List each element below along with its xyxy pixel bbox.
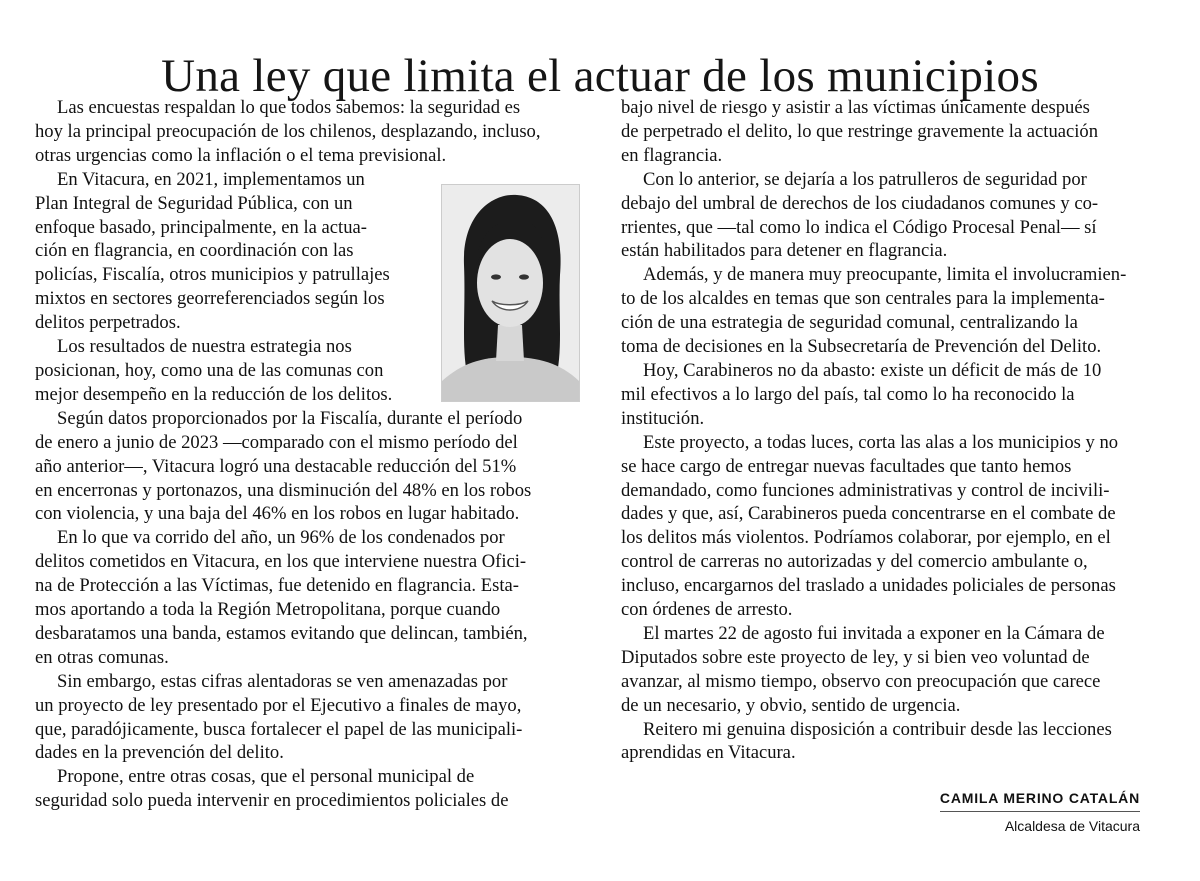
text-line: mejor desempeño en la reducción de los delitos.: [35, 383, 393, 405]
text-line: demandado, como funciones administrativas y control de incivili-: [621, 479, 1110, 501]
text-line: con órdenes de arresto.: [621, 599, 793, 621]
text-line: que, paradójicamente, busca fortalecer el papel de las municipali-: [35, 718, 523, 740]
text-line: delitos cometidos en Vitacura, en los que interviene nuestra Ofici-: [35, 551, 527, 573]
text-line: en encerronas y portonazos, una disminución del 48% en los robos: [35, 479, 532, 501]
text-line: con violencia, y una baja del 46% en los robos en lugar habitado.: [35, 503, 520, 525]
text-line: Propone, entre otras cosas, que el personal municipal de: [57, 766, 475, 788]
text-line: En Vitacura, en 2021, implementamos un: [57, 168, 365, 190]
author-name: CAMILA MERINO CATALÁN: [940, 790, 1140, 812]
text-line: de perpetrado el delito, lo que restringe gravemente la actuación: [621, 120, 1099, 142]
text-line: debajo del umbral de derechos de los ciudadanos comunes y co-: [621, 192, 1099, 214]
text-line: Este proyecto, a todas luces, corta las alas a los municipios y no: [643, 431, 1119, 453]
text-line: mos aportando a toda la Región Metropolitana, porque cuando: [35, 599, 501, 621]
author-title: Alcaldesa de Vitacura: [1004, 818, 1140, 834]
text-line: otras urgencias como la inflación o el tema previsional.: [35, 144, 447, 166]
author-portrait-icon: [442, 185, 579, 401]
text-line: En lo que va corrido del año, un 96% de los condenados por: [57, 527, 505, 549]
text-line: desbaratamos una banda, estamos evitando que delincan, también,: [35, 622, 528, 644]
text-line: enfoque basado, principalmente, en la actua-: [35, 216, 367, 238]
text-line: to de los alcaldes en temas que son centrales para la implementa-: [621, 288, 1105, 310]
text-line: en otras comunas.: [35, 646, 169, 668]
text-line: Según datos proporcionados por la Fiscalía, durante el período: [57, 407, 523, 429]
text-line: control de carreras no autorizadas y del comercio ambulante o,: [621, 551, 1088, 573]
text-line: año anterior—, Vitacura logró una destacable reducción del 51%: [35, 455, 517, 477]
text-line: Con lo anterior, se dejaría a los patrulleros de seguridad por: [643, 168, 1087, 190]
text-line: ción en flagrancia, en coordinación con las: [35, 240, 354, 262]
signature: [940, 790, 1140, 834]
text-line: de enero a junio de 2023 —comparado con el mismo período del: [35, 431, 518, 453]
text-line: hoy la principal preocupación de los chilenos, desplazando, incluso,: [35, 120, 541, 142]
text-line: El martes 22 de agosto fui invitada a exponer en la Cámara de: [643, 622, 1105, 644]
text-line: dades y que, así, Carabineros pueda concentrarse en el combate de: [621, 503, 1116, 525]
text-line: seguridad solo pueda intervenir en procedimientos policiales de: [35, 790, 509, 812]
text-line: aprendidas en Vitacura.: [621, 742, 796, 764]
text-line: rrientes, que —tal como lo indica el Código Procesal Penal— sí: [621, 216, 1097, 238]
text-line: Además, y de manera muy preocupante, limita el involucramien-: [643, 264, 1127, 286]
text-line: de un necesario, y obvio, sentido de urgencia.: [621, 694, 961, 716]
text-line: un proyecto de ley presentado por el Ejecutivo a finales de mayo,: [35, 694, 522, 716]
text-line: bajo nivel de riesgo y asistir a las víctimas únicamente después: [621, 97, 1090, 118]
text-line: en flagrancia.: [621, 144, 723, 166]
text-line: mil efectivos a lo largo del país, tal como lo ha reconocido la: [621, 383, 1075, 405]
headline: Una ley que limita el actuar de los municipios: [161, 50, 1039, 103]
author-photo: [441, 184, 580, 402]
text-line: se hace cargo de entregar nuevas facultades que tanto hemos: [621, 455, 1072, 477]
text-line: delitos perpetrados.: [35, 312, 181, 334]
text-line: Diputados sobre este proyecto de ley, y si bien veo voluntad de: [621, 646, 1090, 668]
text-line: posicionan, hoy, como una de las comunas con: [35, 359, 384, 381]
text-line: Reitero mi genuina disposición a contribuir desde las lecciones: [643, 718, 1112, 740]
text-line: dades en la prevención del delito.: [35, 742, 284, 764]
text-line: Sin embargo, estas cifras alentadoras se ven amenazadas por: [57, 670, 508, 692]
text-line: los delitos más violentos. Podríamos colaborar, por ejemplo, en el: [621, 527, 1111, 549]
text-line: institución.: [621, 407, 705, 429]
text-line: ción de una estrategia de seguridad comunal, centralizando la: [621, 312, 1078, 334]
text-line: mixtos en sectores georreferenciados según los: [35, 288, 385, 310]
right-column: [621, 96, 1144, 765]
text-line: Plan Integral de Seguridad Pública, con un: [35, 192, 353, 214]
text-line: policías, Fiscalía, otros municipios y patrullajes: [35, 264, 390, 286]
text-line: incluso, encargarnos del traslado a unidades policiales de personas: [621, 575, 1116, 597]
text-line: Los resultados de nuestra estrategia nos: [57, 336, 352, 358]
text-line: Hoy, Carabineros no da abasto: existe un déficit de más de 10: [643, 359, 1102, 381]
text-line: Las encuestas respaldan lo que todos sabemos: la seguridad es: [57, 97, 521, 118]
text-line: toma de decisiones en la Subsecretaría de Prevención del Delito.: [621, 336, 1102, 358]
text-line: na de Protección a las Víctimas, fue detenido en flagrancia. Esta-: [35, 575, 519, 597]
text-line: están habilitados para detener en flagrancia.: [621, 240, 948, 262]
text-line: avanzar, al mismo tiempo, observo con preocupación que carece: [621, 670, 1101, 692]
